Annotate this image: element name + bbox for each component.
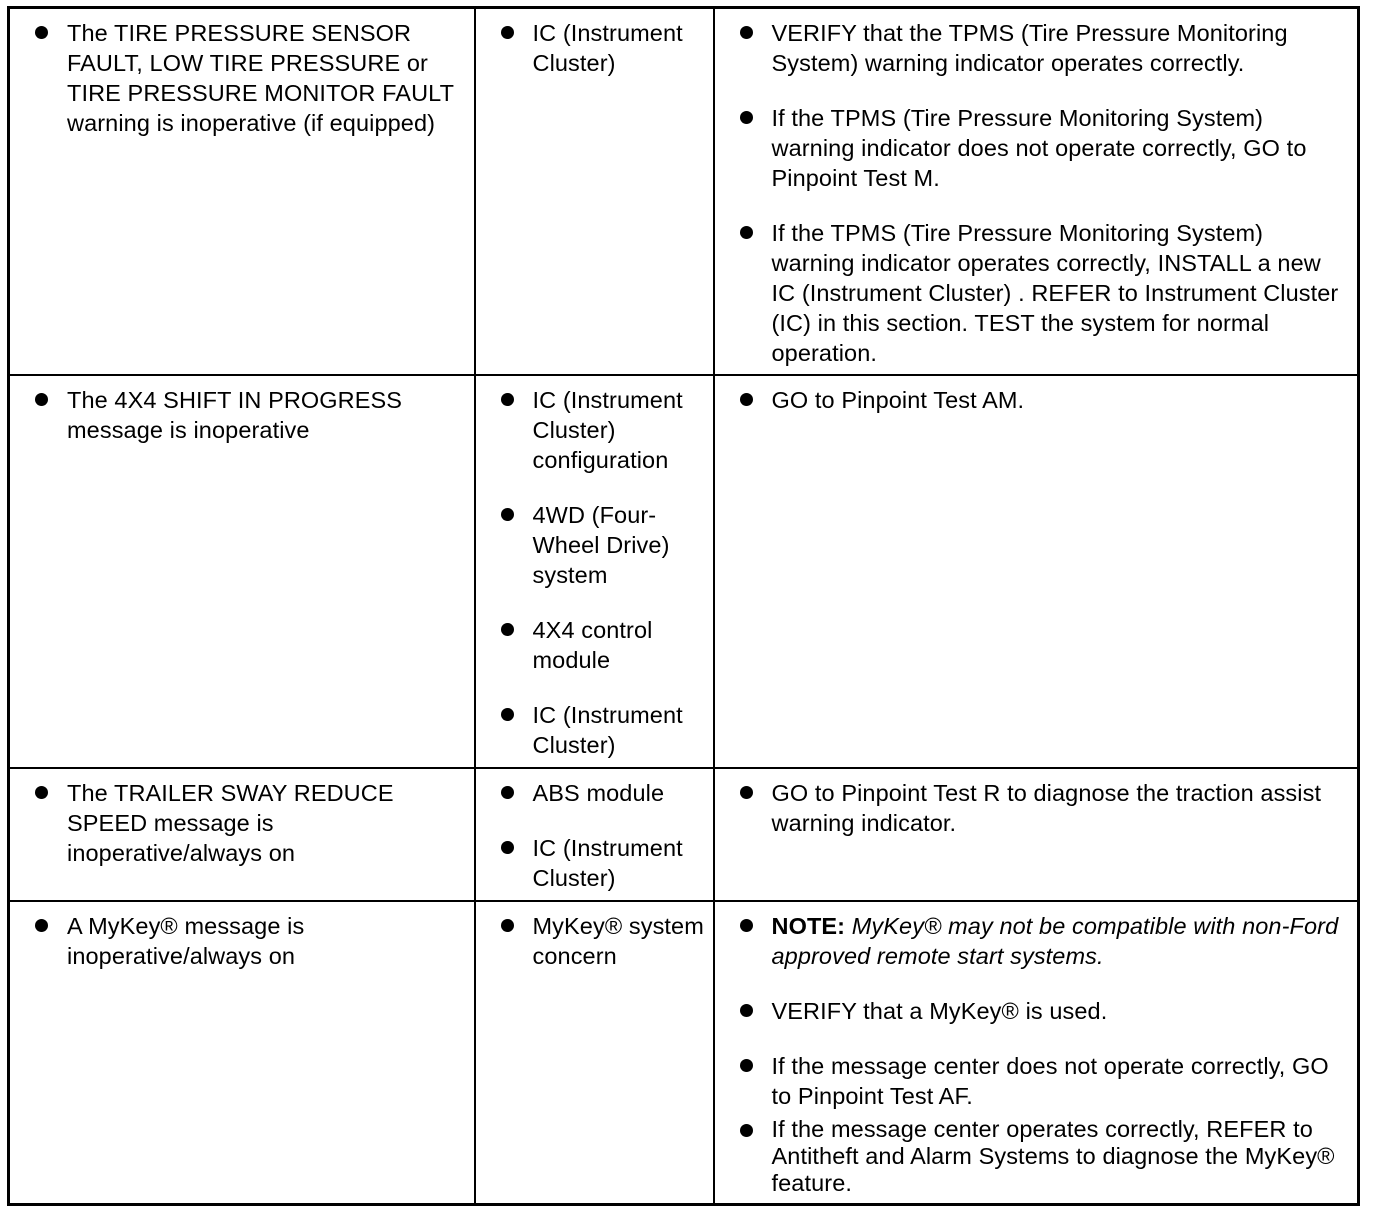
list-item	[501, 615, 707, 675]
bullet-icon	[501, 26, 514, 39]
bullet-icon	[740, 111, 753, 124]
source-cell	[475, 8, 714, 375]
list-item	[501, 911, 707, 971]
action-text: GO to Pinpoint Test AM.	[771, 386, 1025, 413]
action-cell	[714, 8, 1359, 375]
list-item	[501, 833, 707, 893]
condition-cell	[9, 768, 475, 901]
table-row	[9, 375, 1359, 768]
list-item	[35, 18, 466, 138]
table-row	[9, 901, 1359, 1205]
source-text: 4WD (Four-Wheel Drive) system	[532, 501, 670, 588]
bullet-icon	[501, 508, 514, 521]
source-cell	[475, 768, 714, 901]
list-item	[740, 996, 1352, 1026]
bullet-icon	[740, 1124, 753, 1137]
action-cell	[714, 375, 1359, 768]
action-text: If the TPMS (Tire Pressure Monitoring System) warning indicator operates correctly, INSTALL a new IC (Instrument Cluster) . REFER to Instrument Cluster (IC) in this section. TEST the system for normal operation.	[771, 220, 1339, 366]
source-text: IC (Instrument Cluster)	[532, 834, 683, 891]
bullet-icon	[740, 226, 753, 239]
action-text: If the TPMS (Tire Pressure Monitoring System) warning indicator does not operate correctly, GO to Pinpoint Test M.	[771, 105, 1307, 191]
action-cell	[714, 768, 1359, 901]
bullet-icon	[501, 623, 514, 636]
action-text: GO to Pinpoint Test R to diagnose the traction assist warning indicator.	[771, 779, 1322, 836]
bullet-icon	[35, 26, 48, 39]
list-item	[740, 1116, 1352, 1197]
table-row	[9, 768, 1359, 901]
action-cell	[714, 901, 1359, 1205]
bullet-icon	[740, 393, 753, 406]
condition-text: The 4X4 SHIFT IN PROGRESS message is inoperative	[67, 386, 403, 443]
list-item	[501, 700, 707, 760]
source-text: IC (Instrument Cluster)	[532, 20, 683, 76]
bullet-icon	[35, 393, 48, 406]
bullet-icon	[740, 919, 753, 932]
list-item	[501, 778, 707, 808]
bullet-icon	[501, 919, 514, 932]
list-item	[35, 778, 466, 868]
list-item	[740, 103, 1352, 193]
note-label: NOTE:	[771, 912, 846, 939]
list-item	[35, 911, 466, 971]
table-row	[9, 8, 1359, 375]
condition-cell	[9, 8, 475, 375]
list-item	[740, 778, 1352, 838]
note-item	[740, 911, 1352, 971]
bullet-icon	[501, 393, 514, 406]
list-item	[501, 18, 707, 78]
action-text: If the message center operates correctly, REFER to Antitheft and Alarm Systems to diagnose the MyKey® feature.	[771, 1115, 1335, 1196]
bullet-icon	[501, 841, 514, 854]
action-text: VERIFY that the TPMS (Tire Pressure Monitoring System) warning indicator operates correctly.	[771, 20, 1288, 76]
bullet-icon	[740, 1059, 753, 1072]
source-cell	[475, 901, 714, 1205]
list-item	[501, 500, 707, 590]
action-text: If the message center does not operate correctly, GO to Pinpoint Test AF.	[771, 1052, 1329, 1109]
source-text: IC (Instrument Cluster)	[532, 701, 683, 758]
condition-text: A MyKey® message is inoperative/always on	[67, 912, 305, 969]
condition-cell	[9, 375, 475, 768]
source-text: 4X4 control module	[532, 616, 653, 673]
bullet-icon	[740, 1004, 753, 1017]
list-item	[740, 18, 1352, 78]
source-text: ABS module	[532, 779, 665, 806]
diagnostic-table	[7, 6, 1360, 1206]
list-item	[740, 1051, 1352, 1111]
bullet-icon	[35, 786, 48, 799]
condition-text: The TIRE PRESSURE SENSOR FAULT, LOW TIRE PRESSURE or TIRE PRESSURE MONITOR FAULT warning is inoperative (if equipped)	[67, 20, 454, 136]
source-text: MyKey® system concern	[532, 912, 704, 969]
condition-cell	[9, 901, 475, 1205]
note-text: MyKey® may not be compatible with non-Ford approved remote start systems.	[771, 912, 1339, 969]
list-item	[501, 385, 707, 475]
bullet-icon	[740, 786, 753, 799]
source-text: IC (Instrument Cluster) configuration	[532, 386, 683, 473]
action-text: VERIFY that a MyKey® is used.	[771, 997, 1108, 1024]
condition-text: The TRAILER SWAY REDUCE SPEED message is inoperative/always on	[67, 779, 394, 866]
bullet-icon	[740, 26, 753, 39]
list-item	[740, 218, 1352, 368]
bullet-icon	[501, 786, 514, 799]
bullet-icon	[35, 919, 48, 932]
list-item	[35, 385, 466, 445]
list-item	[740, 385, 1352, 415]
bullet-icon	[501, 708, 514, 721]
source-cell	[475, 375, 714, 768]
